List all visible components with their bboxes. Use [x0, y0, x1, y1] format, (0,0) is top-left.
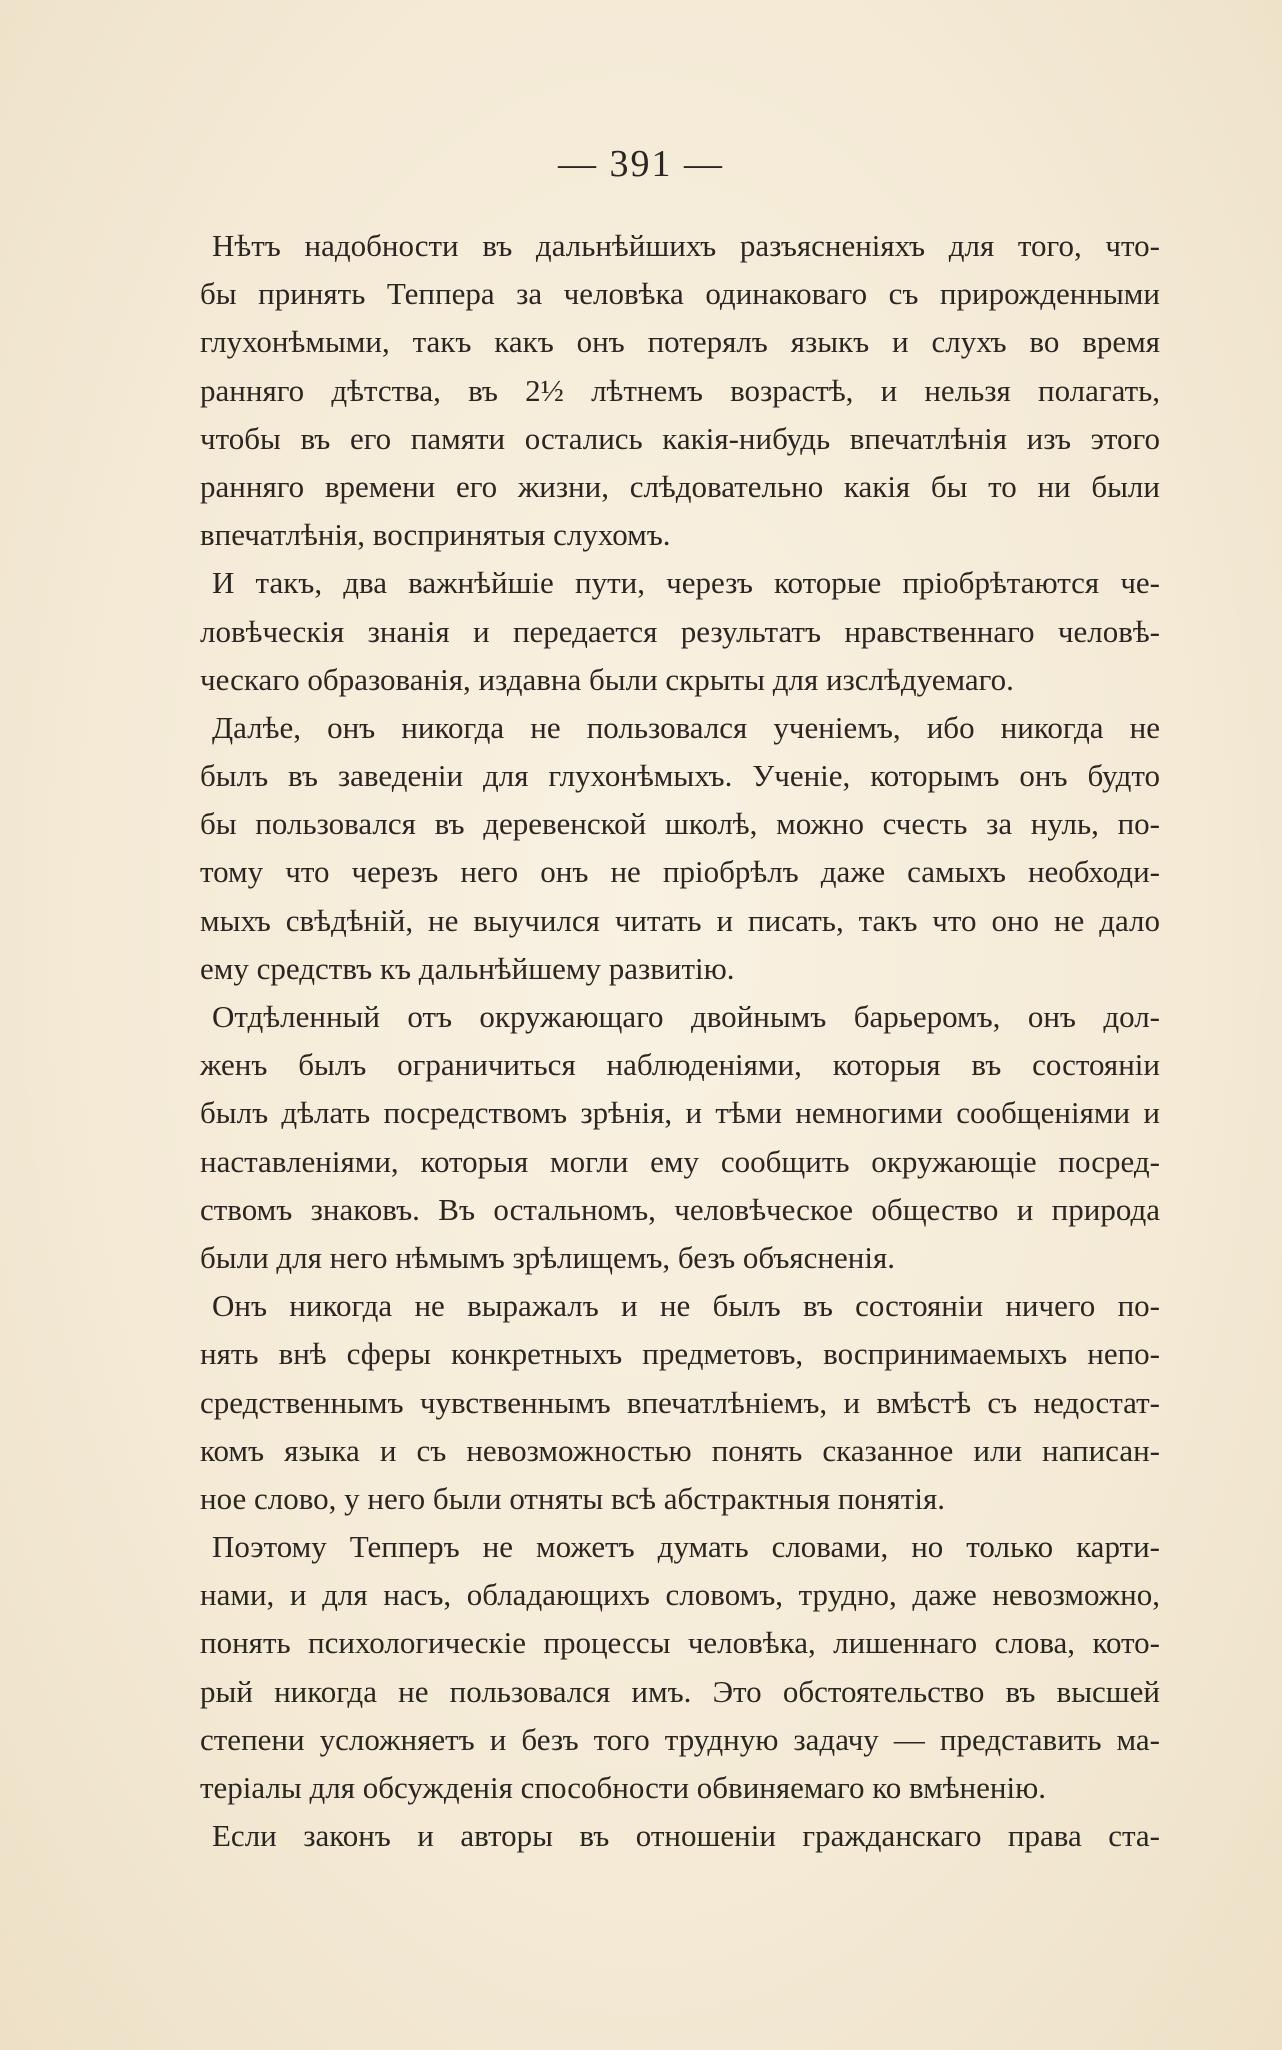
text-line: Нѣтъ надобности въ дальнѣйшихъ разъясненіяхъ для того, что-	[212, 228, 1160, 263]
text-line: Поэтому Тепперъ не можетъ думать словами, но только карти-	[212, 1529, 1160, 1565]
paragraph	[200, 704, 1160, 993]
text-line: ему средствъ къ дальнѣйшему развитію.	[200, 950, 735, 986]
text-line: нами, и для насъ, обладающихъ словомъ, трудно, даже невозможно,	[200, 1577, 1160, 1613]
paragraph	[200, 1282, 1160, 1523]
text-line: рый никогда не пользовался имъ. Это обстоятельство въ высшей	[200, 1673, 1160, 1709]
text-line: средственнымъ чувственнымъ впечатлѣніемъ, и вмѣстѣ съ недостат-	[200, 1384, 1160, 1420]
paragraph	[200, 222, 1160, 559]
text-line: Если законъ и авторы въ отношеніи гражданскаго права ста-	[212, 1818, 1160, 1854]
text-line: тому что черезъ него онъ не пріобрѣлъ даже самыхъ необходи-	[200, 854, 1160, 890]
text-line: ранняго дѣтства, въ 2½ лѣтнемъ возрастѣ, и нельзя полагать,	[200, 372, 1160, 408]
text-line: былъ въ заведеніи для глухонѣмыхъ. Ученіе, которымъ онъ будто	[200, 758, 1160, 794]
text-line: степени усложняетъ и безъ того трудную задачу — представить ма-	[200, 1721, 1160, 1757]
text-line: ловѣческія знанія и передается результатъ нравственнаго человѣ-	[200, 613, 1160, 649]
text-line: ческаго образованія, издавна были скрыты для изслѣдуемаго.	[200, 661, 1014, 697]
text-line: Онъ никогда не выражалъ и не былъ въ состояніи ничего по-	[212, 1288, 1160, 1324]
text-line: бы пользовался въ деревенской школѣ, можно счесть за нуль, по-	[200, 806, 1160, 842]
text-line: впечатлѣнія, воспринятыя слухомъ.	[200, 517, 671, 553]
body-text	[200, 222, 1160, 1860]
text-line: глухонѣмыми, такъ какъ онъ потерялъ языкъ и слухъ во время	[200, 324, 1160, 360]
text-line: Далѣе, онъ никогда не пользовался ученіемъ, ибо никогда не	[212, 709, 1160, 745]
text-line: И такъ, два важнѣйшіе пути, черезъ которые пріобрѣтаются че-	[212, 565, 1160, 601]
text-line: былъ дѣлать посредствомъ зрѣнія, и тѣми немногими сообщеніями и	[200, 1095, 1160, 1131]
text-line: ствомъ знаковъ. Въ остальномъ, человѣческое общество и природа	[200, 1191, 1160, 1227]
text-line: понять психологическіе процессы человѣка, лишеннаго слова, кото-	[200, 1625, 1160, 1661]
page-number: — 391 —	[558, 143, 724, 185]
text-line: нять внѣ сферы конкретныхъ предметовъ, воспринимаемыхъ непо-	[200, 1336, 1160, 1372]
text-line: мыхъ свѣдѣній, не выучился читать и писать, такъ что оно не дало	[200, 902, 1160, 938]
text-line: бы принять Теппера за человѣка одинаковаго съ прирожденными	[200, 276, 1160, 312]
paragraph	[200, 1523, 1160, 1812]
text-line: ранняго времени его жизни, слѣдовательно какія бы то ни были	[200, 468, 1160, 504]
text-line: Отдѣленный отъ окружающаго двойнымъ барьеромъ, онъ дол-	[212, 999, 1160, 1034]
text-line: теріалы для обсужденія способности обвиняемаго ко вмѣненію.	[200, 1770, 1047, 1805]
text-line: комъ языка и съ невозможностью понять сказанное или написан-	[200, 1432, 1160, 1468]
paragraph	[200, 559, 1160, 704]
text-line: наставленіями, которыя могли ему сообщить окружающіе посред-	[200, 1143, 1160, 1179]
text-line: чтобы въ его памяти остались какія-нибудь впечатлѣнія изъ этого	[200, 420, 1160, 456]
paragraph	[200, 1812, 1160, 1860]
text-line: женъ былъ ограничиться наблюденіями, которыя въ состояніи	[200, 1047, 1160, 1083]
text-line: ное слово, у него были отняты всѣ абстрактныя понятія.	[200, 1480, 945, 1516]
text-line: были для него нѣмымъ зрѣлищемъ, безъ объясненія.	[200, 1239, 895, 1275]
paragraph	[200, 993, 1160, 1282]
